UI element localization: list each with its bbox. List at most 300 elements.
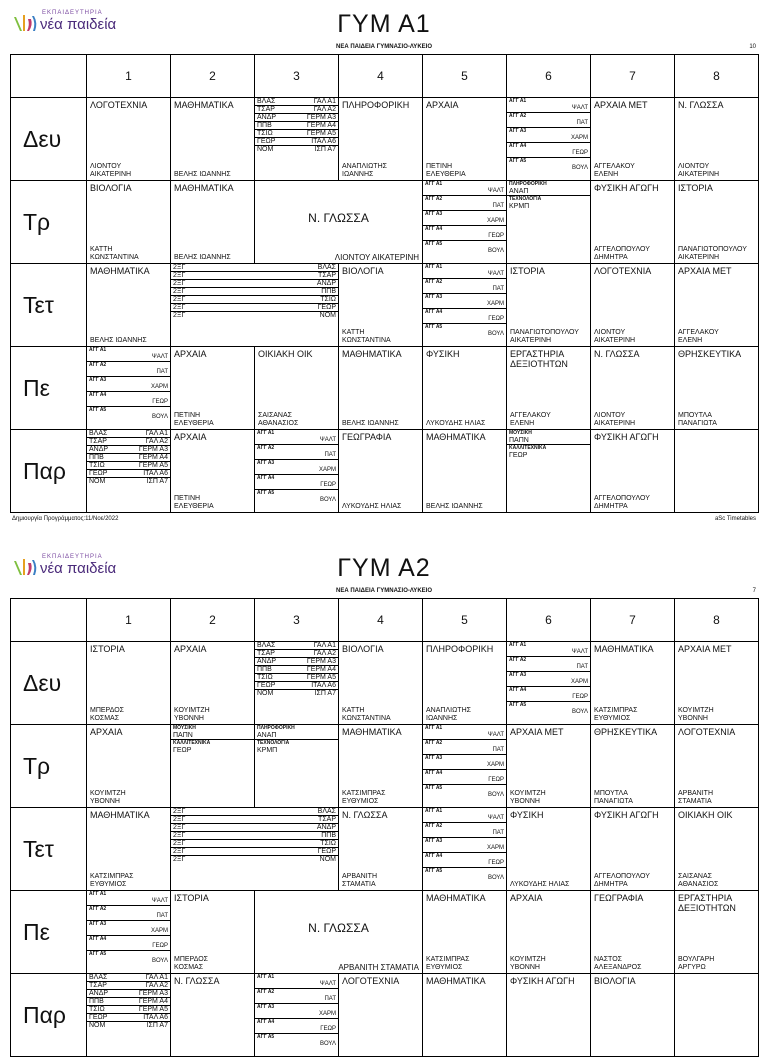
lesson-cell xyxy=(171,642,255,725)
timetable-grid xyxy=(10,598,759,1057)
teacher: ΑΓΓΕΛΑΚΟΥ ΕΛΕΝΗ xyxy=(510,412,551,427)
lesson-cell xyxy=(591,264,675,347)
lesson-cell xyxy=(675,181,759,264)
group-code: ΠΠΒ xyxy=(257,666,272,673)
split-row xyxy=(255,725,338,740)
group-teacher: ΠΑΤ xyxy=(576,120,588,126)
teacher: ΒΟΥΛΓΑΡΗ ΑΡΓΥΡΩ xyxy=(678,956,715,971)
group-code: ΑΓΓ Α2 xyxy=(257,445,275,451)
teacher: ΚΟΥΙΜΤΖΗ ΥΒΟΝΝΗ xyxy=(174,707,210,722)
group-teacher: ΧΑΡΜ xyxy=(318,467,336,473)
teacher: ΑΓΓΕΛΑΚΟΥ ΕΛΕΝΗ xyxy=(594,163,635,178)
group-code: ΑΓΓ Α3 xyxy=(509,128,527,134)
group-teacher: ΒΟΥΛ xyxy=(487,792,504,798)
group-code: ΑΓΓ Α3 xyxy=(425,294,443,300)
group-teacher: ΓΕΡΜ Α3 xyxy=(138,990,168,997)
group-code: ΒΛΑΣ xyxy=(89,974,108,981)
teacher: ΠΑΝΑΓΙΩΤΟΠΟΥΛΟΥ ΑΙΚΑΤΕΡΙΝΗ xyxy=(510,329,579,344)
lesson-cell xyxy=(423,430,507,513)
group-row xyxy=(255,1034,338,1048)
group-teacher: ΓΑΛ Α1 xyxy=(313,642,336,649)
group-code: ΓΕΩΡ xyxy=(257,138,276,145)
group-code: ΝΟΜ xyxy=(257,690,274,697)
lesson-cell xyxy=(423,347,507,430)
subject: Ν. ΓΛΩΣΣΑ xyxy=(342,810,388,820)
group-code: ΑΓΓ Α3 xyxy=(425,211,443,217)
group-code: ΑΓΓ Α3 xyxy=(425,838,443,844)
english-groups-cell xyxy=(507,642,591,725)
group-code: ΑΓΓ Α3 xyxy=(257,1004,275,1010)
teacher: ΚΑΤΣΙΜΠΡΑΣ ΕΥΘΥΜΙΟΣ xyxy=(342,790,386,805)
group-row xyxy=(87,982,170,990)
split-row xyxy=(507,430,590,445)
subject: ΦΥΣΙΚΗ ΑΓΩΓΗ xyxy=(510,976,575,986)
subject: ΟΙΚΙΑΚΗ ΟΙΚ xyxy=(258,349,313,359)
subject: ΑΡΧΑΙΑ ΜΕΤ xyxy=(678,644,732,654)
group-code: ΑΝΔΡ xyxy=(89,990,109,997)
split-subject: ΤΕΧΝΟΛΟΓΙΑ xyxy=(257,740,290,746)
split-row xyxy=(171,740,254,754)
group-teacher: ΝΟΜ xyxy=(319,312,336,319)
lesson-cell xyxy=(171,347,255,430)
lesson-cell xyxy=(675,725,759,808)
subject: ΓΕΩΓΡΑΦΙΑ xyxy=(342,432,392,442)
split-teacher: ΑΝΑΠ xyxy=(257,732,277,739)
period-header: 1 xyxy=(87,55,171,98)
split-teacher: ΠΑΠΝ xyxy=(173,732,193,739)
group-list xyxy=(255,430,338,504)
subject: ΑΡΧΑΙΑ xyxy=(90,727,123,737)
language-groups-cell xyxy=(255,642,339,725)
group-code: ΠΠΒ xyxy=(89,998,104,1005)
period-header: 3 xyxy=(255,55,339,98)
group-teacher: ΠΠΒ xyxy=(321,288,336,295)
day-row-fri xyxy=(11,430,759,513)
group-row xyxy=(255,682,338,690)
group-code: ΑΓΓ Α4 xyxy=(509,687,527,693)
group-row xyxy=(423,279,506,294)
subject: ΕΡΓΑΣΤΗΡΙΑ ΔΕΞΙΟΤΗΤΩΝ xyxy=(510,349,568,369)
lesson-cell xyxy=(171,98,255,181)
group-code: ΑΓΓ Α5 xyxy=(425,785,443,791)
group-row xyxy=(87,974,170,982)
group-teacher: ΤΣΙΩ xyxy=(320,296,336,303)
group-teacher: ΧΑΡΜ xyxy=(486,218,504,224)
timetable-page-a2 xyxy=(10,544,758,1047)
period-header: 5 xyxy=(423,55,507,98)
subject: ΒΙΟΛΟΓΙΑ xyxy=(90,183,132,193)
lesson-cell xyxy=(591,808,675,891)
subject: Ν. ΓΛΩΣΣΑ xyxy=(308,921,369,935)
group-row xyxy=(423,823,506,838)
group-row xyxy=(423,808,506,823)
day-label: Πε xyxy=(11,347,87,430)
group-code: 2ΞΓ xyxy=(173,264,186,271)
subject: ΙΣΤΟΡΙΑ xyxy=(678,183,713,193)
subject: ΦΥΣΙΚΗ ΑΓΩΓΗ xyxy=(594,810,659,820)
lesson-cell xyxy=(591,642,675,725)
group-code: ΑΓΓ Α1 xyxy=(509,642,527,648)
period-header: 4 xyxy=(339,599,423,642)
group-row xyxy=(507,158,590,172)
lesson-cell xyxy=(591,891,675,974)
language-groups-cell xyxy=(255,98,339,181)
group-row xyxy=(423,226,506,241)
lesson-cell xyxy=(507,264,591,347)
group-teacher: ΓΕΡΜ Α5 xyxy=(138,1006,168,1013)
page-title: ΓΥΜ Α1 xyxy=(337,10,431,38)
group-code: 2ΞΓ xyxy=(173,848,186,855)
corner-cell xyxy=(11,599,87,642)
group-teacher: ΓΕΡΜ Α4 xyxy=(306,666,336,673)
group-teacher: ΧΑΡΜ xyxy=(486,762,504,768)
teacher: ΛΥΚΟΥΔΗΣ ΗΛΙΑΣ xyxy=(510,881,570,888)
group-row xyxy=(255,445,338,460)
group-teacher: ΓΕΩΡ xyxy=(317,304,336,311)
subject: ΜΑΘΗΜΑΤΙΚΑ xyxy=(594,644,654,654)
group-teacher: ΧΑΡΜ xyxy=(318,1011,336,1017)
school-name: ΝΕΑ ΠΑΙΔΕΙΑ ΓΥΜΝΑΣΙΟ-ΛΥΚΕΙΟ xyxy=(336,44,432,50)
teacher: ΑΓΓΕΛΟΠΟΥΛΟΥ ΔΗΜΗΤΡΑ xyxy=(594,495,650,510)
group-code: 2ΞΓ xyxy=(173,296,186,303)
group-code: 2ΞΓ xyxy=(173,304,186,311)
group-code: ΑΓΓ Α4 xyxy=(89,936,107,942)
group-teacher: ΒΟΥΛ xyxy=(319,1041,336,1047)
group-teacher: ΒΟΥΛ xyxy=(487,875,504,881)
group-teacher: ΓΕΩΡ xyxy=(488,860,504,866)
group-row xyxy=(423,211,506,226)
split-row xyxy=(507,181,590,196)
lesson-cell xyxy=(87,264,171,347)
english-groups-cell xyxy=(507,98,591,181)
group-code: ΑΓΓ Α2 xyxy=(509,657,527,663)
teacher: ΚΑΤΣΙΜΠΡΑΣ ΕΥΘΥΜΙΟΣ xyxy=(90,873,134,888)
group-row xyxy=(507,687,590,702)
group-teacher: ΧΑΡΜ xyxy=(570,135,588,141)
group-row xyxy=(171,296,338,304)
group-teacher: ΓΕΩΡ xyxy=(320,1026,336,1032)
group-code: 2ΞΓ xyxy=(173,288,186,295)
subject: Ν. ΓΛΩΣΣΑ xyxy=(678,100,724,110)
lesson-cell xyxy=(87,181,171,264)
subject: ΑΡΧΑΙΑ ΜΕΤ xyxy=(594,100,648,110)
group-list xyxy=(423,808,506,882)
group-row xyxy=(87,377,170,392)
teacher: ΚΟΥΙΜΤΖΗ ΥΒΟΝΝΗ xyxy=(90,790,126,805)
group-teacher: ΒΟΥΛ xyxy=(151,958,168,964)
timetable-grid xyxy=(10,54,759,513)
group-code: ΤΣΑΡ xyxy=(257,650,275,657)
software-brand: aSc Timetables xyxy=(714,516,756,522)
group-code: ΤΣΙΩ xyxy=(89,1006,105,1013)
group-teacher: ΨΑΛΤ xyxy=(151,354,168,360)
group-code: ΑΓΓ Α2 xyxy=(89,906,107,912)
group-teacher: ΠΑΤ xyxy=(492,830,504,836)
group-list xyxy=(87,891,170,965)
teacher: ΠΑΝΑΓΙΩΤΟΠΟΥΛΟΥ ΑΙΚΑΤΕΡΙΝΗ xyxy=(678,246,747,261)
group-code: ΑΝΔΡ xyxy=(257,114,277,121)
teacher: ΜΠΟΥΤΛΑ ΠΑΝΑΓΙΩΤΑ xyxy=(678,412,717,427)
group-code: ΑΓΓ Α2 xyxy=(509,113,527,119)
day-label: Δευ xyxy=(11,98,87,181)
split-lesson-cell xyxy=(507,181,591,264)
day-row-wed xyxy=(11,264,759,347)
group-row xyxy=(423,181,506,196)
group-code: ΑΓΓ Α4 xyxy=(425,309,443,315)
group-teacher: ΓΕΩΡ xyxy=(488,316,504,322)
group-row xyxy=(255,666,338,674)
group-code: 2ΞΓ xyxy=(173,824,186,831)
teacher: ΒΕΛΗΣ ΙΩΑΝΝΗΣ xyxy=(90,337,147,344)
english-groups-cell xyxy=(87,891,171,974)
group-teacher: ΙΤΑΛ Α6 xyxy=(311,138,336,145)
group-code: ΑΓΓ Α1 xyxy=(257,430,275,436)
teacher: ΚΟΥΙΜΤΖΗ ΥΒΟΝΝΗ xyxy=(678,707,714,722)
teacher: ΑΓΓΕΛΟΠΟΥΛΟΥ ΔΗΜΗΤΡΑ xyxy=(594,246,650,261)
group-teacher: ΓΑΛ Α2 xyxy=(313,650,336,657)
group-row xyxy=(87,990,170,998)
group-teacher: ΒΟΥΛ xyxy=(571,165,588,171)
lesson-cell xyxy=(423,98,507,181)
group-teacher: ΓΕΡΜ Α3 xyxy=(306,658,336,665)
group-code: ΑΓΓ Α3 xyxy=(509,672,527,678)
day-row-mon xyxy=(11,98,759,181)
subject: ΜΑΘΗΜΑΤΙΚΑ xyxy=(342,349,402,359)
day-row-fri xyxy=(11,974,759,1057)
lesson-cell xyxy=(87,642,171,725)
optional-groups-cell xyxy=(171,264,339,347)
group-teacher: ΓΕΩΡ xyxy=(572,694,588,700)
group-row xyxy=(423,785,506,799)
logo-name: νέα παιδεία xyxy=(40,16,117,33)
group-list xyxy=(255,98,338,153)
group-code: ΑΓΓ Α2 xyxy=(425,196,443,202)
group-code: ΑΓΓ Α5 xyxy=(89,407,107,413)
day-label: Τετ xyxy=(11,808,87,891)
lesson-cell xyxy=(171,974,255,1057)
group-teacher: ΝΟΜ xyxy=(319,856,336,863)
english-groups-cell xyxy=(423,725,507,808)
day-label: Παρ xyxy=(11,974,87,1057)
group-row xyxy=(87,462,170,470)
group-teacher: ΓΕΡΜ Α5 xyxy=(306,674,336,681)
group-code: 2ΞΓ xyxy=(173,808,186,815)
group-list xyxy=(255,642,338,697)
group-teacher: ΠΑΤ xyxy=(156,913,168,919)
group-list xyxy=(171,808,338,863)
group-row xyxy=(507,98,590,113)
lesson-cell xyxy=(171,181,255,264)
subject: ΜΑΘΗΜΑΤΙΚΑ xyxy=(426,976,486,986)
period-header: 8 xyxy=(675,55,759,98)
lesson-cell xyxy=(507,347,591,430)
teacher: ΑΝΑΠΛΙΩΤΗΣ ΙΩΑΝΝΗΣ xyxy=(342,163,387,178)
split-subject: ΠΛΗΡΟΦΟΡΙΚΗ xyxy=(257,725,295,731)
teacher: ΛΥΚΟΥΔΗΣ ΗΛΙΑΣ xyxy=(342,503,402,510)
group-code: ΝΟΜ xyxy=(89,478,106,485)
group-code: ΑΓΓ Α3 xyxy=(257,460,275,466)
group-row xyxy=(255,642,338,650)
group-code: ΑΓΓ Α5 xyxy=(509,158,527,164)
optional-groups-cell xyxy=(171,808,339,891)
teacher: ΚΟΥΙΜΤΖΗ ΥΒΟΝΝΗ xyxy=(510,956,546,971)
group-teacher: ΓΕΩΡ xyxy=(317,848,336,855)
group-row xyxy=(255,114,338,122)
group-code: 2ΞΓ xyxy=(173,280,186,287)
split-list xyxy=(171,725,254,754)
group-code: ΑΓΓ Α1 xyxy=(89,347,107,353)
group-list xyxy=(423,181,506,255)
group-code: ΑΓΓ Α3 xyxy=(425,755,443,761)
day-label: Τετ xyxy=(11,264,87,347)
group-list xyxy=(507,98,590,172)
teacher: ΑΝΑΠΛΙΩΤΗΣ ΙΩΑΝΝΗΣ xyxy=(426,707,471,722)
subject: ΙΣΤΟΡΙΑ xyxy=(90,644,125,654)
group-code: ΝΟΜ xyxy=(257,146,274,153)
group-teacher: ΓΑΛ Α1 xyxy=(145,430,168,437)
group-row xyxy=(171,272,338,280)
group-code: ΤΣΑΡ xyxy=(257,106,275,113)
english-groups-cell xyxy=(87,347,171,430)
lesson-cell xyxy=(339,430,423,513)
split-teacher: ΠΑΠΝ xyxy=(509,437,529,444)
group-teacher: ΓΕΡΜ Α4 xyxy=(138,998,168,1005)
group-row xyxy=(423,755,506,770)
group-row xyxy=(171,816,338,824)
group-teacher: ΒΟΥΛ xyxy=(151,414,168,420)
teacher: ΑΡΒΑΝΙΤΗ ΣΤΑΜΑΤΙΑ xyxy=(342,873,378,888)
group-list xyxy=(507,642,590,716)
group-code: ΑΓΓ Α1 xyxy=(425,808,443,814)
group-row xyxy=(423,740,506,755)
split-list xyxy=(507,430,590,459)
day-label: Παρ xyxy=(11,430,87,513)
lesson-cell xyxy=(675,642,759,725)
group-teacher: ΑΝΔΡ xyxy=(316,280,336,287)
group-row xyxy=(423,241,506,255)
group-row xyxy=(87,438,170,446)
group-code: ΑΓΓ Α5 xyxy=(257,490,275,496)
group-code: ΑΓΓ Α1 xyxy=(425,725,443,731)
group-teacher: ΓΑΛ Α2 xyxy=(145,438,168,445)
group-code: ΒΛΑΣ xyxy=(257,642,276,649)
subject: ΒΙΟΛΟΓΙΑ xyxy=(342,266,384,276)
merged-lesson-cell xyxy=(255,181,423,264)
teacher: ΛΙΟΝΤΟΥ ΑΙΚΑΤΕΡΙΝΗ xyxy=(90,163,132,178)
group-teacher: ΙΤΑΛ Α6 xyxy=(143,1014,168,1021)
group-teacher: ΓΕΩΡ xyxy=(152,399,168,405)
group-row xyxy=(171,808,338,816)
subject: ΙΣΤΟΡΙΑ xyxy=(510,266,545,276)
group-teacher: ΧΑΡΜ xyxy=(150,384,168,390)
group-code: ΑΓΓ Α2 xyxy=(425,279,443,285)
group-row xyxy=(255,146,338,153)
group-teacher: ΓΕΡΜ Α5 xyxy=(306,130,336,137)
group-code: ΑΝΔΡ xyxy=(89,446,109,453)
logo-name: νέα παιδεία xyxy=(40,560,117,577)
subject: ΟΙΚΙΑΚΗ ΟΙΚ xyxy=(678,810,733,820)
group-code: 2ΞΓ xyxy=(173,856,186,863)
teacher: ΣΑΙΣΑΝΑΣ ΑΘΑΝΑΣΙΟΣ xyxy=(678,873,719,888)
teacher: ΒΕΛΗΣ ΙΩΑΝΝΗΣ xyxy=(174,171,231,178)
split-teacher: ΚΡΜΠ xyxy=(509,203,530,210)
page-number: 10 xyxy=(749,44,756,50)
group-row xyxy=(87,362,170,377)
group-teacher: ΓΕΡΜ Α3 xyxy=(138,446,168,453)
teacher: ΛΥΚΟΥΔΗΣ ΗΛΙΑΣ xyxy=(426,420,486,427)
group-row xyxy=(255,1019,338,1034)
group-code: ΑΓΓ Α1 xyxy=(257,974,275,980)
group-code: ΑΓΓ Α4 xyxy=(257,475,275,481)
split-teacher: ΓΕΩΡ xyxy=(509,452,528,459)
group-row xyxy=(255,690,338,697)
period-header: 3 xyxy=(255,599,339,642)
group-code: ΑΓΓ Α1 xyxy=(89,891,107,897)
group-row xyxy=(87,446,170,454)
created-date: Δημιουργία Προγράμματος:11/Νοε/2022 xyxy=(12,516,119,522)
group-row xyxy=(507,657,590,672)
logo-subtitle: ΕΚΠΑΙΔΕΥΤΗΡΙΑ xyxy=(42,10,103,16)
group-list xyxy=(423,725,506,799)
lesson-cell xyxy=(423,974,507,1057)
period-header: 8 xyxy=(675,599,759,642)
group-code: ΤΣΑΡ xyxy=(89,982,107,989)
group-code: ΤΣΙΩ xyxy=(257,674,273,681)
group-row xyxy=(171,856,338,863)
teacher: ΒΕΛΗΣ ΙΩΑΝΝΗΣ xyxy=(426,503,483,510)
lesson-cell xyxy=(339,98,423,181)
group-teacher: ΒΟΥΛ xyxy=(487,248,504,254)
teacher: ΠΕΤΙΝΗ ΕΛΕΥΘΕΡΙΑ xyxy=(426,163,466,178)
subject: ΜΑΘΗΜΑΤΙΚΑ xyxy=(426,432,486,442)
group-teacher: ΨΑΛΤ xyxy=(487,271,504,277)
group-row xyxy=(255,1004,338,1019)
group-row xyxy=(171,288,338,296)
split-subject: ΚΑΛΛΙΤΕΧΝΙΚΑ xyxy=(509,445,547,451)
split-subject: ΜΟΥΣΙΚΗ xyxy=(173,725,196,731)
group-row xyxy=(171,304,338,312)
day-row-thu xyxy=(11,347,759,430)
group-row xyxy=(171,824,338,832)
split-row xyxy=(507,445,590,459)
group-row xyxy=(255,490,338,504)
group-code: 2ΞΓ xyxy=(173,840,186,847)
lesson-cell xyxy=(255,347,339,430)
page-number: 7 xyxy=(752,588,756,594)
day-label: Πε xyxy=(11,891,87,974)
corner-cell xyxy=(11,55,87,98)
subject: ΜΑΘΗΜΑΤΙΚΑ xyxy=(174,183,234,193)
group-row xyxy=(87,1006,170,1014)
subject: ΒΙΟΛΟΓΙΑ xyxy=(342,644,384,654)
group-row xyxy=(87,998,170,1006)
group-code: ΒΛΑΣ xyxy=(257,98,276,105)
teacher: ΛΙΟΝΤΟΥ ΑΙΚΑΤΕΡΙΝΗ xyxy=(594,412,636,427)
group-list xyxy=(87,347,170,421)
group-code: 2ΞΓ xyxy=(173,272,186,279)
group-teacher: ΙΤΑΛ Α6 xyxy=(143,470,168,477)
lesson-cell xyxy=(423,891,507,974)
split-row xyxy=(171,725,254,740)
lesson-cell xyxy=(591,725,675,808)
english-groups-cell xyxy=(423,808,507,891)
group-teacher: ΧΑΡΜ xyxy=(486,301,504,307)
english-groups-cell xyxy=(255,430,339,513)
group-row xyxy=(87,454,170,462)
subject: ΛΟΓΟΤΕΧΝΙΑ xyxy=(90,100,148,110)
group-row xyxy=(423,770,506,785)
lesson-cell xyxy=(339,264,423,347)
